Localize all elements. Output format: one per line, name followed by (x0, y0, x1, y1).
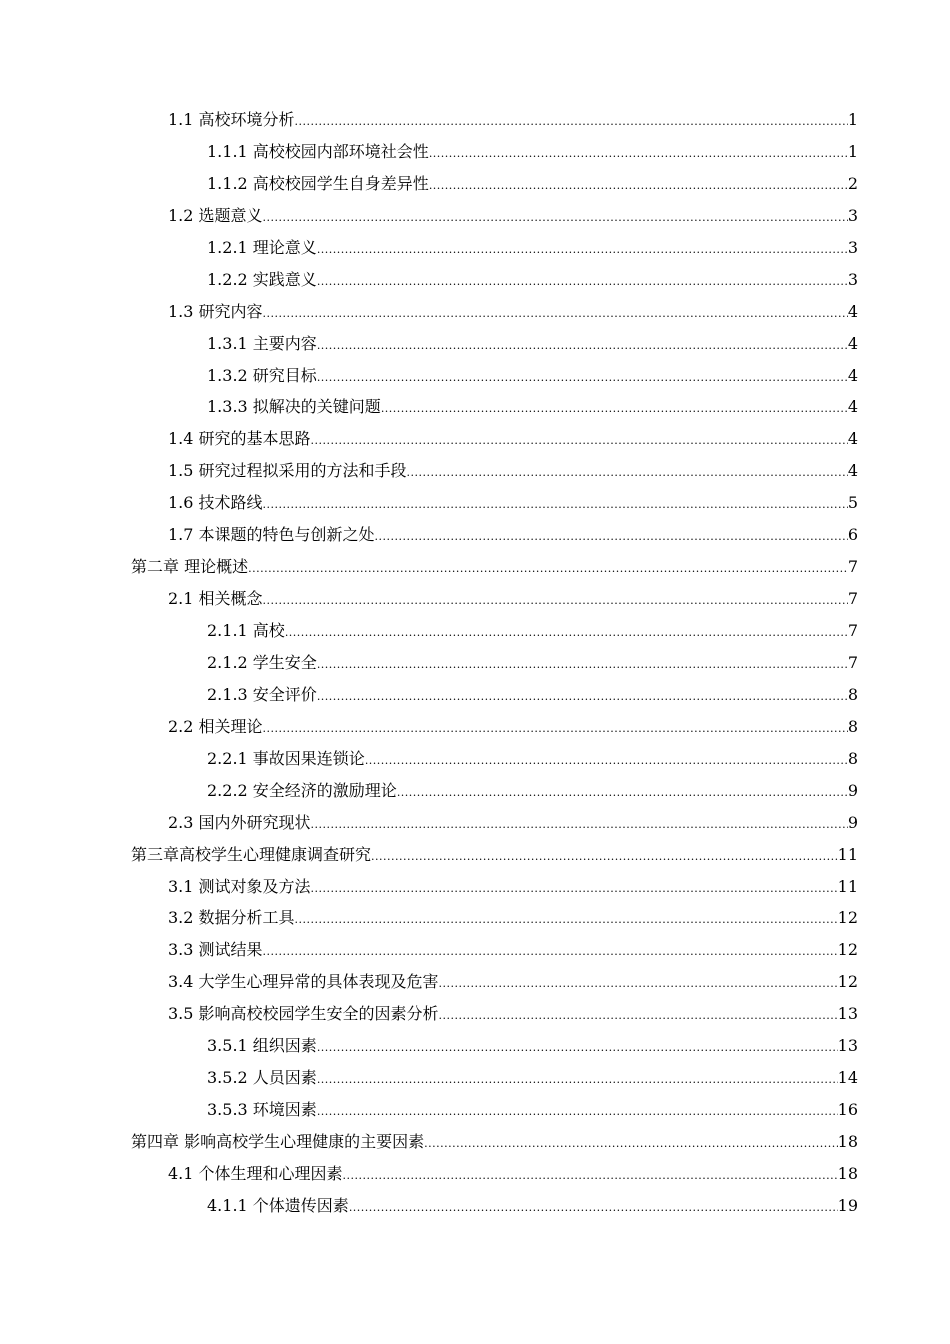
toc-entry-2-2-2[interactable] (0, 775, 950, 807)
toc-entry-3-1[interactable] (0, 871, 950, 903)
toc-entry-2-2[interactable] (0, 711, 950, 743)
toc-page-number: 1 (847, 141, 858, 161)
toc-dot-leader (429, 170, 848, 202)
toc-entry-chapter-3[interactable] (0, 839, 950, 871)
toc-dot-leader (317, 681, 848, 713)
toc-dot-leader (285, 617, 848, 649)
toc-entry-title: 4.1.1 个体遗传因素 (207, 1195, 349, 1215)
toc-entry-title: 1.2 选题意义 (168, 205, 263, 225)
toc-entry-3-3[interactable] (0, 934, 950, 966)
toc-dot-leader (263, 585, 848, 617)
toc-entry-2-3[interactable] (0, 807, 950, 839)
toc-entry-1-6[interactable] (0, 487, 950, 519)
toc-entry-title: 2.1 相关概念 (168, 589, 263, 609)
toc-dot-leader (375, 521, 848, 553)
toc-entry-title: 2.1.1 高校 (207, 621, 285, 640)
toc-dot-leader (263, 202, 848, 234)
toc-entry-title: 2.1.2 学生安全 (207, 652, 317, 672)
toc-entry-1-2-2[interactable] (0, 264, 950, 296)
toc-entry-title: 1.6 技术路线 (168, 493, 263, 513)
toc-dot-leader (263, 298, 848, 330)
toc-entry-title: 1.5 研究过程拟采用的方法和手段 (168, 461, 407, 481)
toc-entry-title: 2.1.3 安全评价 (207, 684, 317, 704)
toc-entry-3-2[interactable] (0, 902, 950, 934)
toc-entry-2-1-2[interactable] (0, 647, 950, 679)
toc-page-number: 9 (847, 812, 858, 832)
toc-dot-leader (317, 1096, 838, 1128)
toc-page-number: 16 (837, 1100, 858, 1120)
toc-page-number: 7 (847, 589, 858, 609)
toc-page-number: 12 (837, 972, 858, 992)
toc-page-number: 14 (837, 1068, 858, 1088)
toc-dot-leader (317, 266, 848, 298)
toc-entry-title: 1.1.1 高校校园内部环境社会性 (207, 141, 429, 161)
toc-entry-title: 1.2.1 理论意义 (207, 237, 317, 257)
toc-entry-title: 1.3.2 研究目标 (207, 365, 317, 385)
toc-entry-title: 1.3.3 拟解决的关键问题 (207, 397, 381, 417)
toc-page-number: 13 (837, 1036, 858, 1056)
toc-entry-chapter-2[interactable] (0, 551, 950, 583)
toc-page-number: 11 (837, 876, 858, 896)
toc-entry-1-3-2[interactable] (0, 360, 950, 392)
toc-entry-title: 2.2 相关理论 (168, 716, 263, 736)
toc-page-number: 4 (847, 333, 858, 353)
toc-entry-title: 第二章 理论概述 (131, 557, 249, 577)
toc-dot-leader (263, 489, 848, 521)
toc-page-number: 2 (847, 173, 858, 193)
toc-page-number: 18 (837, 1163, 858, 1183)
toc-entry-3-5[interactable] (0, 998, 950, 1030)
toc-entry-title: 3.2 数据分析工具 (168, 908, 295, 928)
toc-page-number: 9 (847, 780, 858, 800)
toc-entry-1-3-3[interactable] (0, 391, 950, 423)
toc-entry-title: 2.2.1 事故因果连锁论 (207, 748, 365, 768)
toc-page-number: 8 (847, 748, 858, 768)
table-of-contents (0, 104, 950, 1222)
toc-dot-leader (248, 553, 848, 585)
toc-entry-1-4[interactable] (0, 423, 950, 455)
toc-entry-1-5[interactable] (0, 455, 950, 487)
toc-entry-3-5-1[interactable] (0, 1030, 950, 1062)
toc-dot-leader (439, 1000, 838, 1032)
toc-dot-leader (311, 873, 838, 905)
toc-page-number: 4 (847, 301, 858, 321)
toc-dot-leader (317, 234, 848, 266)
toc-page-number: 11 (837, 844, 858, 864)
toc-entry-1-1[interactable] (0, 104, 950, 136)
toc-dot-leader (311, 425, 848, 457)
toc-dot-leader (295, 106, 848, 138)
toc-entry-2-1-3[interactable] (0, 679, 950, 711)
toc-page-number: 7 (847, 621, 858, 640)
toc-entry-title: 1.3.1 主要内容 (207, 333, 317, 353)
toc-dot-leader (365, 745, 848, 777)
toc-dot-leader (424, 1128, 838, 1160)
toc-dot-leader (263, 713, 848, 745)
toc-entry-title: 第三章高校学生心理健康调查研究 (131, 844, 372, 864)
toc-dot-leader (371, 841, 838, 873)
toc-entry-title: 3.5.2 人员因素 (207, 1068, 317, 1088)
toc-page-number: 1 (847, 110, 858, 129)
toc-entry-1-2-1[interactable] (0, 232, 950, 264)
toc-entry-2-1[interactable] (0, 583, 950, 615)
toc-entry-1-3-1[interactable] (0, 328, 950, 360)
toc-dot-leader (317, 649, 848, 681)
toc-page-number: 12 (837, 940, 858, 960)
toc-entry-title: 3.5.3 环境因素 (207, 1100, 317, 1120)
toc-page-number: 3 (847, 205, 858, 225)
toc-entry-title: 4.1 个体生理和心理因素 (168, 1163, 343, 1183)
toc-entry-title: 3.1 测试对象及方法 (168, 876, 311, 896)
toc-dot-leader (295, 904, 838, 936)
toc-dot-leader (317, 1032, 838, 1064)
toc-entry-title: 1.2.2 实践意义 (207, 269, 317, 289)
toc-dot-leader (317, 362, 848, 394)
toc-entry-title: 1.4 研究的基本思路 (168, 429, 311, 449)
toc-entry-1-3[interactable] (0, 296, 950, 328)
toc-entry-title: 2.2.2 安全经济的激励理论 (207, 780, 397, 800)
toc-entry-4-1-1[interactable] (0, 1190, 950, 1222)
toc-entry-3-5-3[interactable] (0, 1094, 950, 1126)
toc-dot-leader (429, 138, 848, 170)
toc-page-number: 19 (837, 1195, 858, 1215)
toc-dot-leader (311, 809, 848, 841)
toc-page-number: 6 (847, 525, 858, 545)
toc-dot-leader (263, 936, 838, 968)
toc-entry-title: 1.3 研究内容 (168, 301, 263, 321)
toc-page-number: 4 (847, 365, 858, 385)
toc-entry-title: 3.4 大学生心理异常的具体表现及危害 (168, 972, 439, 992)
toc-page-number: 8 (847, 684, 858, 704)
toc-page-number: 5 (847, 493, 858, 513)
toc-page-number: 4 (847, 397, 858, 417)
toc-entry-1-1-2[interactable] (0, 168, 950, 200)
toc-entry-2-1-1[interactable] (0, 615, 950, 647)
toc-entry-title: 第四章 影响高校学生心理健康的主要因素 (131, 1132, 425, 1151)
toc-entry-3-5-2[interactable] (0, 1062, 950, 1094)
toc-dot-leader (349, 1192, 838, 1224)
toc-entry-title: 3.5.1 组织因素 (207, 1036, 317, 1056)
toc-entry-title: 1.7 本课题的特色与创新之处 (168, 525, 375, 545)
toc-entry-title: 1.1.2 高校校园学生自身差异性 (207, 173, 429, 193)
toc-page-number: 7 (847, 652, 858, 672)
toc-dot-leader (407, 457, 848, 489)
toc-page-number: 13 (837, 1004, 858, 1024)
toc-page-number: 18 (837, 1132, 858, 1151)
toc-entry-title: 3.3 测试结果 (168, 940, 263, 960)
toc-entry-1-7[interactable] (0, 519, 950, 551)
toc-entry-4-1[interactable] (0, 1158, 950, 1190)
toc-dot-leader (317, 1064, 838, 1096)
toc-entry-title: 1.1 高校环境分析 (168, 110, 295, 129)
toc-dot-leader (381, 393, 848, 425)
toc-dot-leader (397, 777, 848, 809)
toc-page-number: 12 (837, 908, 858, 928)
toc-dot-leader (317, 330, 848, 362)
toc-entry-title: 2.3 国内外研究现状 (168, 812, 311, 832)
toc-dot-leader (439, 968, 838, 1000)
toc-page-number: 4 (847, 461, 858, 481)
toc-entry-title: 3.5 影响高校校园学生安全的因素分析 (168, 1004, 439, 1024)
toc-entry-chapter-4[interactable] (0, 1126, 950, 1158)
toc-page-number: 4 (847, 429, 858, 449)
toc-entry-1-1-1[interactable] (0, 136, 950, 168)
toc-entry-2-2-1[interactable] (0, 743, 950, 775)
toc-page-number: 3 (847, 237, 858, 257)
toc-entry-1-2[interactable] (0, 200, 950, 232)
toc-dot-leader (343, 1160, 838, 1192)
toc-page-number: 3 (847, 269, 858, 289)
toc-page-number: 7 (847, 557, 858, 577)
toc-entry-3-4[interactable] (0, 966, 950, 998)
toc-page-number: 8 (847, 716, 858, 736)
